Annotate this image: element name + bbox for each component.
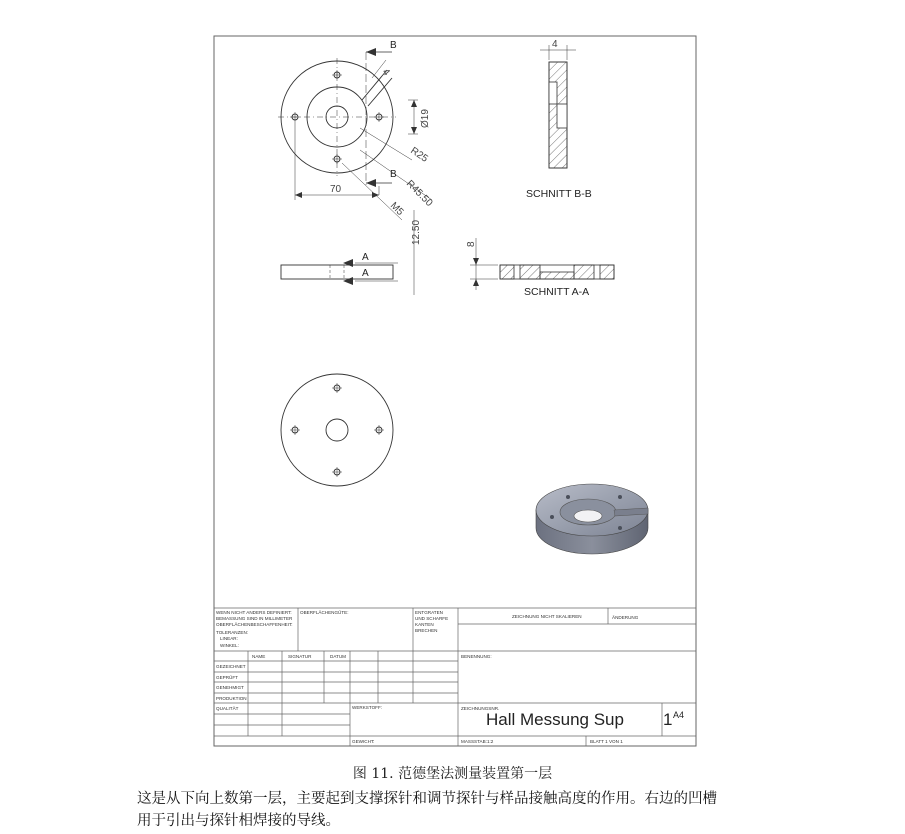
dim-bore-diameter: Ø19 (420, 109, 431, 128)
tb-trailing-number: 1 (663, 710, 673, 729)
dim-radius-25: R25 (408, 145, 430, 165)
dim-depth-4: 4 (552, 39, 558, 50)
tb-edges-1: ENTGRATEN (415, 610, 443, 615)
tb-material: WERKSTOFF: (352, 705, 383, 710)
tb-row-production: PRODUKTION (216, 696, 247, 701)
section-label-b-top: B (390, 40, 397, 51)
tb-drawing-title: Hall Messung Sup (486, 710, 624, 729)
tb-edges-2: UND SCHARFE (415, 616, 449, 621)
tb-designation: BENENNUNG: (461, 654, 492, 659)
tb-revision: ÄNDERUNG (612, 615, 639, 620)
dim-slot-width: 4 (379, 66, 392, 79)
dim-offset-12: 12.50 (411, 219, 422, 245)
tb-col-date: DATUM (330, 654, 346, 659)
tb-row-drawn: GEZEICHNET (216, 664, 246, 669)
tb-edges-3: KANTEN (415, 622, 434, 627)
tb-row-checked: GEPRÜFT (216, 675, 238, 680)
tb-col-signature: SIGNATUR (288, 654, 312, 659)
section-label-a-bottom: A (362, 268, 369, 279)
tb-row-approved: GENEHMIGT (216, 685, 244, 690)
tb-weight: GEWICHT: (352, 739, 375, 744)
body-line-1: 这是从下向上数第一层，主要起到支撑探针和调节探针与样品接触高度的作用。右边的凹槽 (137, 791, 717, 807)
tb-drawing-no-label: ZEICHNUNGSNR. (461, 706, 500, 711)
tb-edges-4: BRECHEN (415, 628, 438, 633)
tb-general-tol-6: WINKEL: (220, 643, 239, 648)
tb-no-scale: ZEICHNUNG NICHT SKALIEREN (512, 614, 582, 619)
isometric-render (536, 484, 648, 554)
dim-thread-m5: M5 (387, 200, 406, 218)
tb-col-name: NAME (252, 654, 266, 659)
section-label-b-bottom: B (390, 169, 397, 180)
tb-surface-label: OBERFLÄCHENGÜTE: (300, 610, 349, 615)
tb-general-tol-1: WENN NICHT ANDERS DEFINIERT: (216, 610, 292, 615)
tb-sheet-format: A4 (673, 710, 685, 720)
dim-thickness-8: 8 (466, 241, 477, 247)
tb-general-tol-5: LINEAR: (220, 636, 238, 641)
section-label-a-top: A (362, 252, 369, 263)
tb-row-quality: QUALITÄT (216, 706, 239, 711)
section-title-bb: SCHNITT B-B (526, 188, 592, 200)
drawing-frame (214, 36, 696, 746)
body-paragraph (137, 788, 787, 832)
body-line-2: 用于引出与探针相焊接的导线。 (137, 813, 340, 829)
dim-radius-45: R45.50 (403, 178, 435, 209)
tb-scale: MASSSTAB:1:2 (461, 739, 494, 744)
dim-hole-spacing: 70 (330, 184, 342, 195)
tb-general-tol-3: OBERFLÄCHENBESCHAFFENHEIT: (216, 622, 293, 627)
figure-caption: 图 11. 范德堡法测量装置第一层 (352, 766, 553, 782)
tb-sheet: BLATT 1 VON 1 (590, 739, 623, 744)
tb-general-tol-4: TOLERANZEN: (216, 630, 249, 635)
section-title-aa: SCHNITT A-A (524, 286, 590, 298)
tb-general-tol-2: BEMASSUNG SIND IN MILLIMETER (216, 616, 293, 621)
